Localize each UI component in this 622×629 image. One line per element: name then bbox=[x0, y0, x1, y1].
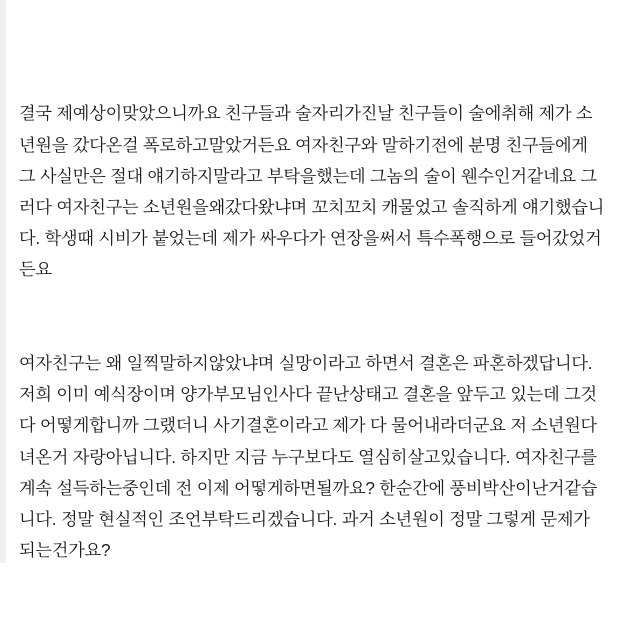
paragraph-1: 결국 제예상이맞았으니까요 친구들과 술자리가진날 친구들이 술에취해 제가 소년원을 갔다온걸 폭로하고말았거든요 여자친구와 말하기전에 분명 친구들에게 그 사실만은 절대 얘기하지말라고 부탁을했는데 그놈의 술이 웬수인거같네요 그러다 여자친구는 소년원을왜갔다왔냐며 꼬치꼬치 캐물었고 솔직하게 얘기했습니다. 학생때 시비가 붙었는데 제가 싸우다가 연장을써서 특수폭행으로 들어갔었거든요 bbox=[19, 103, 605, 280]
paragraph-2: 여자친구는 왜 일찍말하지않았냐며 실망이라고 하면서 결혼은 파혼하겠답니다. 저희 이미 예식장이며 양가부모님인사다 끝난상태고 결혼을 앞두고 있는데 그것다 어떻게합니까 그랬더니 사기결혼이라고 제가 다 물어내라더군요 저 소년원다녀온거 자랑아닙니다. 하지만 지금 누구보다도 열심히살고있습니다. 여자친구를 계속 설득하는중인데 전 이제 어떻게하면될까요? 한순간에 풍비박산이난거같습니다. 정말 현실적인 조언부탁드리겠습니다. 과거 소년원이 정말 그렇게 문제가되는건가요? bbox=[19, 353, 602, 561]
left-margin-rule bbox=[0, 0, 6, 563]
post-body bbox=[19, 36, 605, 629]
